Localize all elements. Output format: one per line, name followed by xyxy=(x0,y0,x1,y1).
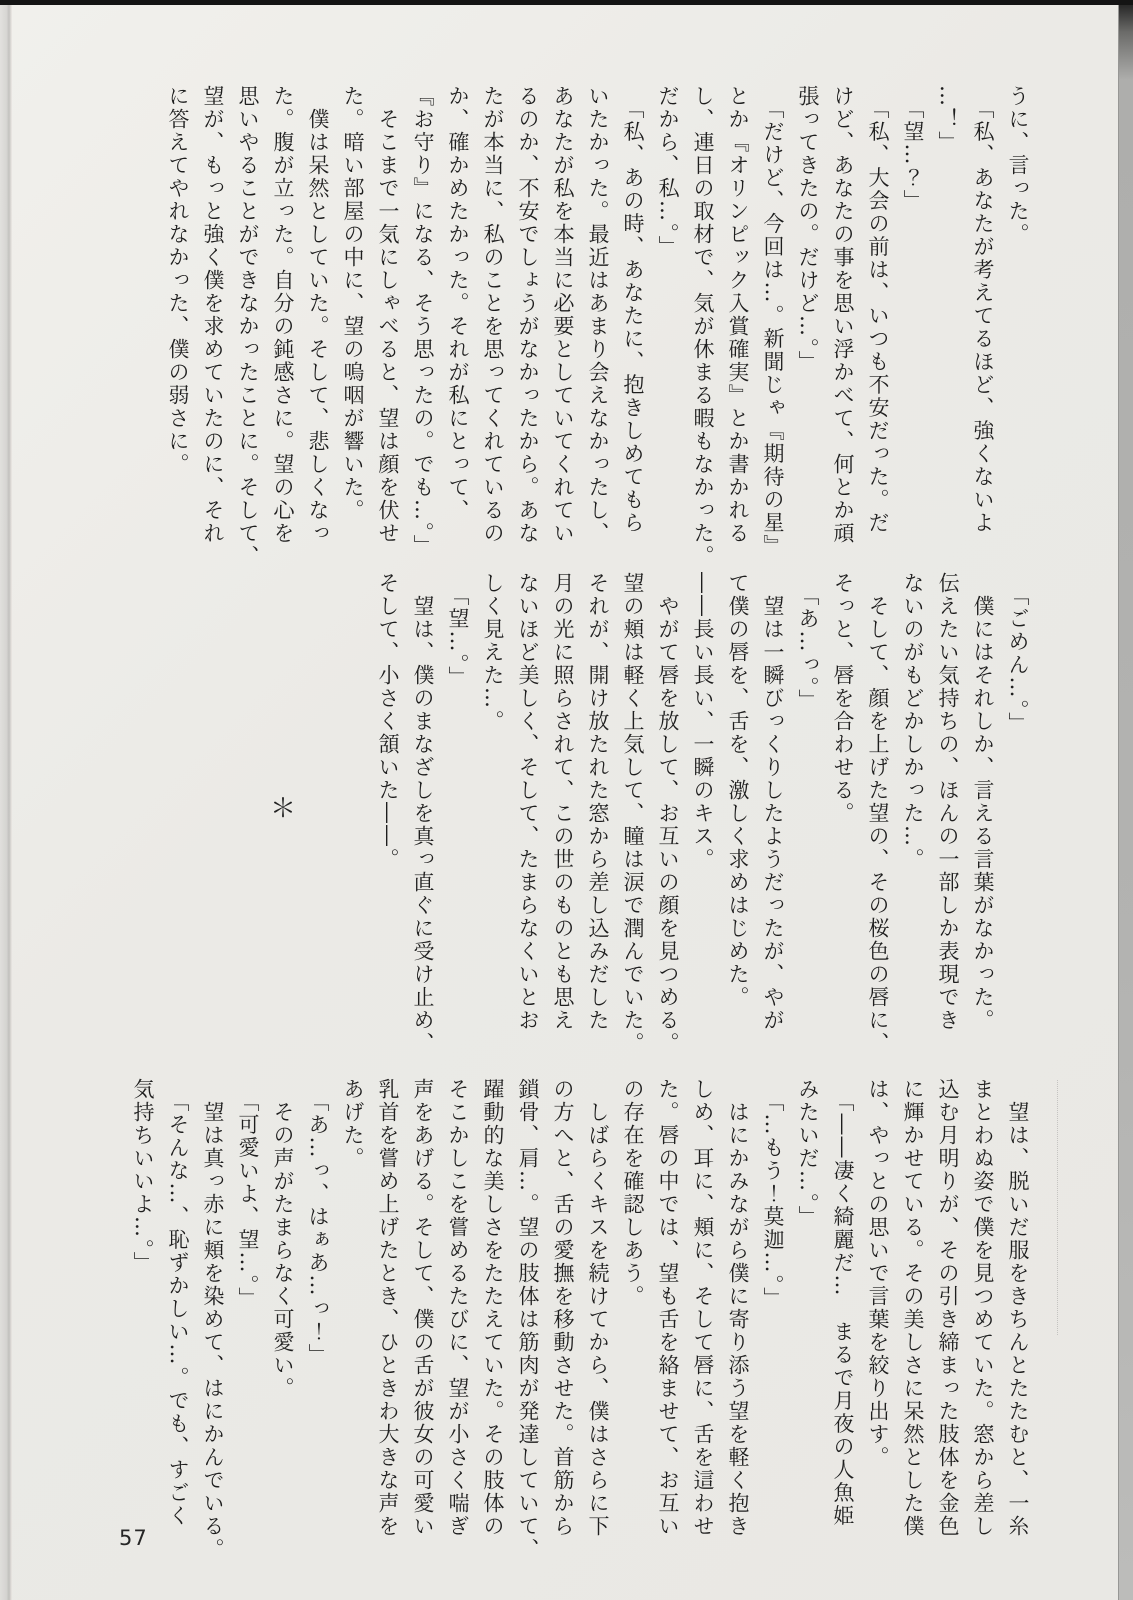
text-column: ――長い長い、一瞬のキス。 xyxy=(691,572,715,871)
text-column: 望は、僕のまなざしを真っ直ぐに受け止め、 xyxy=(411,572,435,1055)
text-column: やがて唇を放して、お互いの顔を見つめる。 xyxy=(656,572,680,1055)
text-column: 乳首を嘗め上げたとき、ひときわ大きな声を xyxy=(376,1078,400,1538)
text-column: はにかみながら僕に寄り添う望を軽く抱き xyxy=(726,1078,750,1538)
text-column: みたいだ…。」 xyxy=(796,1078,820,1229)
text-column: そして、顔を上げた望の、その桜色の唇に、 xyxy=(866,572,890,1055)
text-column: 『お守り』になる、そう思ったの。でも…。」 xyxy=(411,85,435,558)
text-column: 気持ちいいよ…。」 xyxy=(131,1078,155,1275)
text-column: ないほど美しく、そして、たまらなくいとお xyxy=(516,572,540,1032)
section-divider-asterisk: ＊ xyxy=(269,794,296,824)
text-column: 「望…。」 xyxy=(446,572,470,689)
text-column: 「だけど、今回は…。新聞じゃ『期待の星』 xyxy=(761,85,785,558)
text-column: に答えてやれなかった、僕の弱さに。 xyxy=(166,85,190,476)
scan-edge-right xyxy=(1118,0,1133,1600)
text-column: て僕の唇を、舌を、激しく求めはじめた。 xyxy=(726,572,750,1009)
text-column: は、やっとの思いで言葉を絞り出す。 xyxy=(866,1078,890,1469)
text-column: そこかしこを嘗めるたびに、望が小さく喘ぎ xyxy=(446,1078,470,1538)
text-column: 鎖骨、肩…。望の肢体は筋肉が発達していて、 xyxy=(516,1078,540,1561)
text-column: 声をあげる。そして、僕の舌が彼女の可愛い xyxy=(411,1078,435,1538)
text-column: とか『オリンピック入賞確実』とか書かれる xyxy=(726,85,750,545)
text-column: 躍動的な美しさをたたえていた。その肢体の xyxy=(481,1078,505,1538)
text-column: たが本当に、私のことを思ってくれているの xyxy=(481,85,505,545)
text-column: 「私、大会の前は、いつも不安だった。だ xyxy=(866,85,890,535)
text-column: 「私、あなたが考えてるほど、強くないよ xyxy=(971,85,995,535)
scan-edge-top xyxy=(0,0,1133,5)
text-column: 張ってきたの。だけど…。」 xyxy=(796,85,820,374)
text-block-1 xyxy=(160,85,1035,568)
text-column: しめ、耳に、頬に、そして唇に、舌を這わせ xyxy=(691,1078,715,1538)
text-column: 僕は呆然としていた。そして、悲しくなっ xyxy=(306,85,330,545)
text-column: そして、小さく頷いた――。 xyxy=(376,572,400,871)
text-column: 僕にはそれしか、言える言葉がなかった。 xyxy=(971,572,995,1032)
text-column: 「あ…っ、はぁあ…っ！」 xyxy=(306,1078,330,1367)
text-column: …！」 xyxy=(936,85,960,154)
text-column: 月の光に照らされて、この世のものとも思え xyxy=(551,572,575,1032)
text-column: た。暗い部屋の中に、望の嗚咽が響いた。 xyxy=(341,85,365,522)
text-column: るのか、不安でしょうがなかったから。あな xyxy=(516,85,540,545)
text-column: た。唇の中では、望も舌を絡ませて、お互い xyxy=(656,1078,680,1538)
text-column: あなたが私を本当に必要としていてくれてい xyxy=(551,85,575,545)
text-column: 込む月明りが、その引き締まった肢体を金色 xyxy=(936,1078,960,1538)
text-column: そっと、唇を合わせる。 xyxy=(831,572,855,825)
text-column: 望が、もっと強く僕を求めていたのに、それ xyxy=(201,85,225,545)
text-column: 「――凄く綺麗だ… まるで月夜の人魚姫 xyxy=(831,1078,855,1528)
text-column: 「あ…っ。」 xyxy=(796,572,820,712)
text-column: 「…もう！莫迦…。」 xyxy=(761,1078,785,1310)
text-column: 「ごめん…。」 xyxy=(1006,572,1030,735)
text-column: し、連日の取材で、気が休まる暇もなかった。 xyxy=(691,85,715,568)
text-block-2 xyxy=(370,572,1035,1055)
text-column: それが、開け放たれた窓から差し込みだした xyxy=(586,572,610,1032)
text-column: うに、言った。 xyxy=(1006,85,1030,246)
scan-edge-left xyxy=(0,0,12,1600)
text-column: だから、私…。」 xyxy=(656,85,680,259)
text-block-3 xyxy=(125,1078,1035,1561)
text-column: 望は一瞬びっくりしたようだったが、やが xyxy=(761,572,785,1032)
text-column: 望は、脱いだ服をきちんとたたむと、一糸 xyxy=(1006,1078,1030,1538)
text-column: しばらくキスを続けてから、僕はさらに下 xyxy=(586,1078,610,1538)
text-column: 思いやることができなかったことに。そして、 xyxy=(236,85,260,568)
text-column: 望は真っ赤に頬を染めて、はにかんでいる。 xyxy=(201,1078,225,1561)
text-column: 伝えたい気持ちの、ほんの一部しか表現でき xyxy=(936,572,960,1032)
text-column: 「可愛いよ、望…。」 xyxy=(236,1078,260,1310)
text-column: た。腹が立った。自分の鈍感さに。望の心を xyxy=(271,85,295,545)
text-column: の存在を確認しあう。 xyxy=(621,1078,645,1308)
text-column: に輝かせている。その美しさに呆然とした僕 xyxy=(901,1078,925,1538)
scan-bleed-artifact xyxy=(1057,1080,1058,1335)
text-column: か、確かめたかった。それが私にとって、 xyxy=(446,85,470,522)
text-column: いたかった。最近はあまり会えなかったし、 xyxy=(586,85,610,545)
text-column: 「私、あの時、あなたに、抱きしめてもら xyxy=(621,85,645,535)
text-column: しく見えた…。 xyxy=(481,572,505,733)
text-column: その声がたまらなく可愛い。 xyxy=(271,1078,295,1400)
page-number: 57 xyxy=(119,1526,148,1550)
text-column: の方へと、舌の愛撫を移動させた。首筋から xyxy=(551,1078,575,1538)
text-column: 望の頬は軽く上気して、瞳は涙で潤んでいた。 xyxy=(621,572,645,1055)
text-column: ないのがもどかしかった…。 xyxy=(901,572,925,871)
text-column: 「そんな…、恥ずかしい…。でも、すごく xyxy=(166,1078,190,1528)
text-column: そこまで一気にしゃべると、望は顔を伏せ xyxy=(376,85,400,545)
text-column: あげた。 xyxy=(341,1078,365,1170)
text-column: まとわぬ姿で僕を見つめていた。窓から差し xyxy=(971,1078,995,1538)
text-column: 「望…？」 xyxy=(901,85,925,213)
text-column: けど、あなたの事を思い浮かべて、何とか頑 xyxy=(831,85,855,545)
